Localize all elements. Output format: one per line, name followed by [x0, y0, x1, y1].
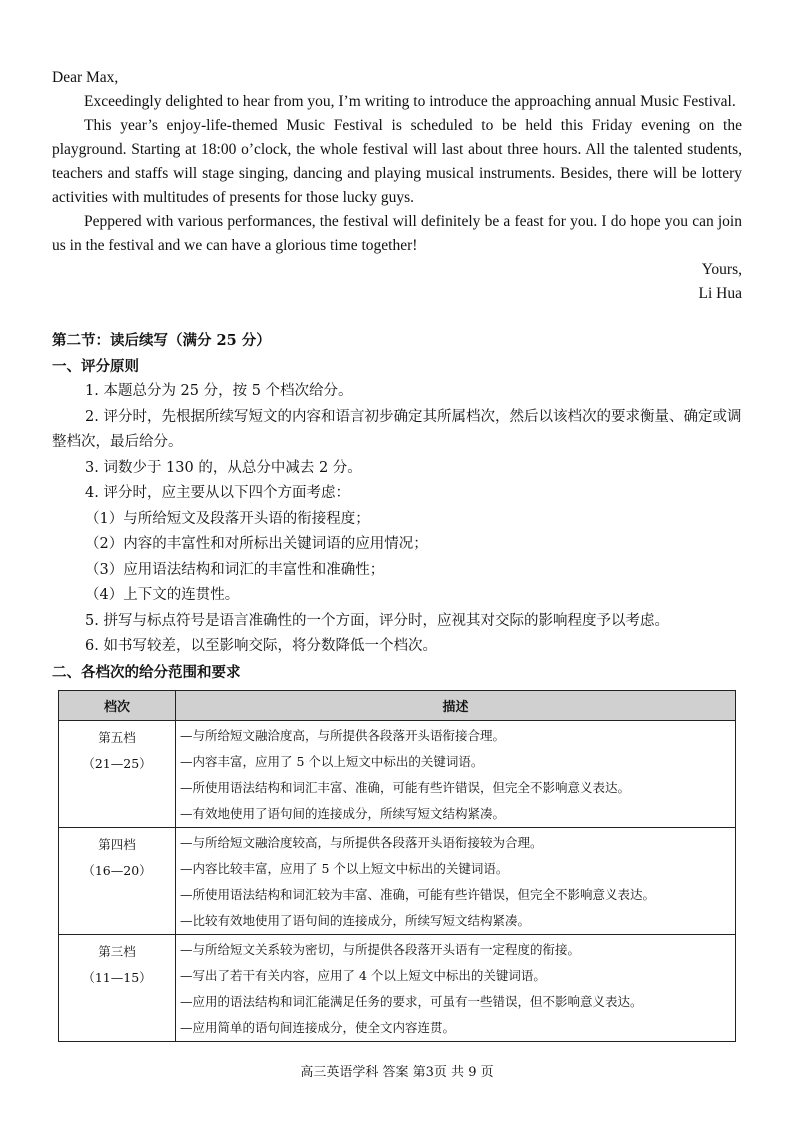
description-line: —内容丰富，应用了 5 个以上短文中标出的关键词语。 — [180, 754, 484, 769]
description-line: —内容比较丰富，应用了 5 个以上短文中标出的关键词语。 — [180, 861, 509, 876]
description-line: —与所给短文融洽度高，与所提供各段落开头语衔接合理。 — [180, 728, 506, 743]
table-row — [59, 721, 736, 828]
description-line: —有效地使用了语句间的连接成分，所续写短文结构紧凑。 — [180, 806, 506, 821]
consideration-3: （3）应用语法结构和词汇的丰富性和准确性； — [85, 561, 385, 578]
level-cell — [59, 828, 176, 935]
rule-5: 5. 拼写与标点符号是语言准确性的一个方面，评分时，应视其对交际的影响程度予以考虑。 — [85, 612, 669, 629]
description-cell — [176, 935, 736, 1042]
rule-3: 3. 词数少于 130 的，从总分中减去 2 分。 — [85, 459, 362, 476]
description-cell — [176, 721, 736, 828]
letter-paragraph-1: Exceedingly delighted to hear from you, I’m writing to introduce the approaching annual Music Festival. — [84, 93, 736, 110]
level-range: （16—20） — [82, 863, 152, 878]
header-description: 描述 — [176, 691, 736, 721]
description-line: —比较有效地使用了语句间的连接成分，所续写短文结构紧凑。 — [180, 913, 531, 928]
consideration-1: （1）与所给短文及段落开头语的衔接程度； — [85, 510, 370, 527]
rule-1: 1. 本题总分为 25 分，按 5 个档次给分。 — [85, 383, 353, 399]
description-line: —应用简单的语句间连接成分，使全文内容连贯。 — [180, 1020, 456, 1035]
table-row — [59, 828, 736, 935]
consideration-4: （4）上下文的连贯性。 — [85, 587, 240, 603]
description-cell — [176, 828, 736, 935]
level-name: 第五档 — [98, 730, 136, 745]
level-cell — [59, 721, 176, 828]
table-row — [59, 935, 736, 1042]
level-cell — [59, 935, 176, 1042]
level-name: 第四档 — [98, 837, 136, 852]
scoring-section — [52, 328, 742, 685]
letter-signature: Li Hua — [698, 285, 742, 302]
header-level: 档次 — [59, 691, 176, 721]
rule-4: 4. 评分时，应主要从以下四个方面考虑： — [85, 485, 350, 501]
letter-greeting: Dear Max, — [52, 69, 119, 86]
description-line: —所使用语法结构和词汇丰富、准确，可能有些许错误，但完全不影响意义表达。 — [180, 780, 631, 795]
letter-closing: Yours, — [701, 261, 742, 278]
description-line: —与所给短文关系较为密切，与所提供各段落开头语有一定程度的衔接。 — [180, 942, 581, 957]
sample-letter — [52, 66, 742, 306]
description-line: —写出了若干有关内容，应用了 4 个以上短文中标出的关键词语。 — [180, 968, 546, 983]
description-line: —与所给短文融洽度较高，与所提供各段落开头语衔接较为合理。 — [180, 835, 543, 850]
description-line: —应用的语法结构和词汇能满足任务的要求，可虽有一些错误，但不影响意义表达。 — [180, 994, 643, 1009]
rule-6: 6. 如书写较差，以至影响交际，将分数降低一个档次。 — [85, 638, 437, 654]
level-name: 第三档 — [98, 944, 136, 959]
level-range: （21—25） — [82, 756, 152, 771]
letter-paragraph-2: This year’s enjoy-life-themed Music Festival is scheduled to be held this Friday evening on the playground. Starting at 18:00 o’clock, the whole festival will last about three hours. All the talented students, teachers and staffs will stage singing, dancing and playing musical instruments. Besides, there will be lottery activities with multitudes of presents for those lucky guys. — [52, 117, 742, 206]
description-line: —所使用语法结构和词汇较为丰富、准确，可能有些许错误，但完全不影响意义表达。 — [180, 887, 656, 902]
part1-title: 一、评分原则 — [52, 357, 139, 375]
letter-paragraph-3: Peppered with various performances, the festival will definitely be a feast for you. I do hope you can join us in the festival and we can have a glorious time together! — [52, 213, 742, 254]
grade-table — [58, 690, 736, 1042]
page-footer: 高三英语学科 答案 第3页 共 9 页 — [300, 1065, 494, 1080]
consideration-2: （2）内容的丰富性和对所标出关键词语的应用情况； — [85, 536, 428, 552]
section-title: 第二节：读后续写（满分 25 分） — [52, 332, 271, 349]
table-header-row — [59, 691, 736, 721]
rule-2: 2. 评分时，先根据所续写短文的内容和语言初步确定其所属档次，然后以该档次的要求衡量、确定或调整档次，最后给分。 — [52, 408, 742, 450]
part2-title: 二、各档次的给分范围和要求 — [52, 663, 241, 681]
level-range: （11—15） — [82, 970, 152, 985]
